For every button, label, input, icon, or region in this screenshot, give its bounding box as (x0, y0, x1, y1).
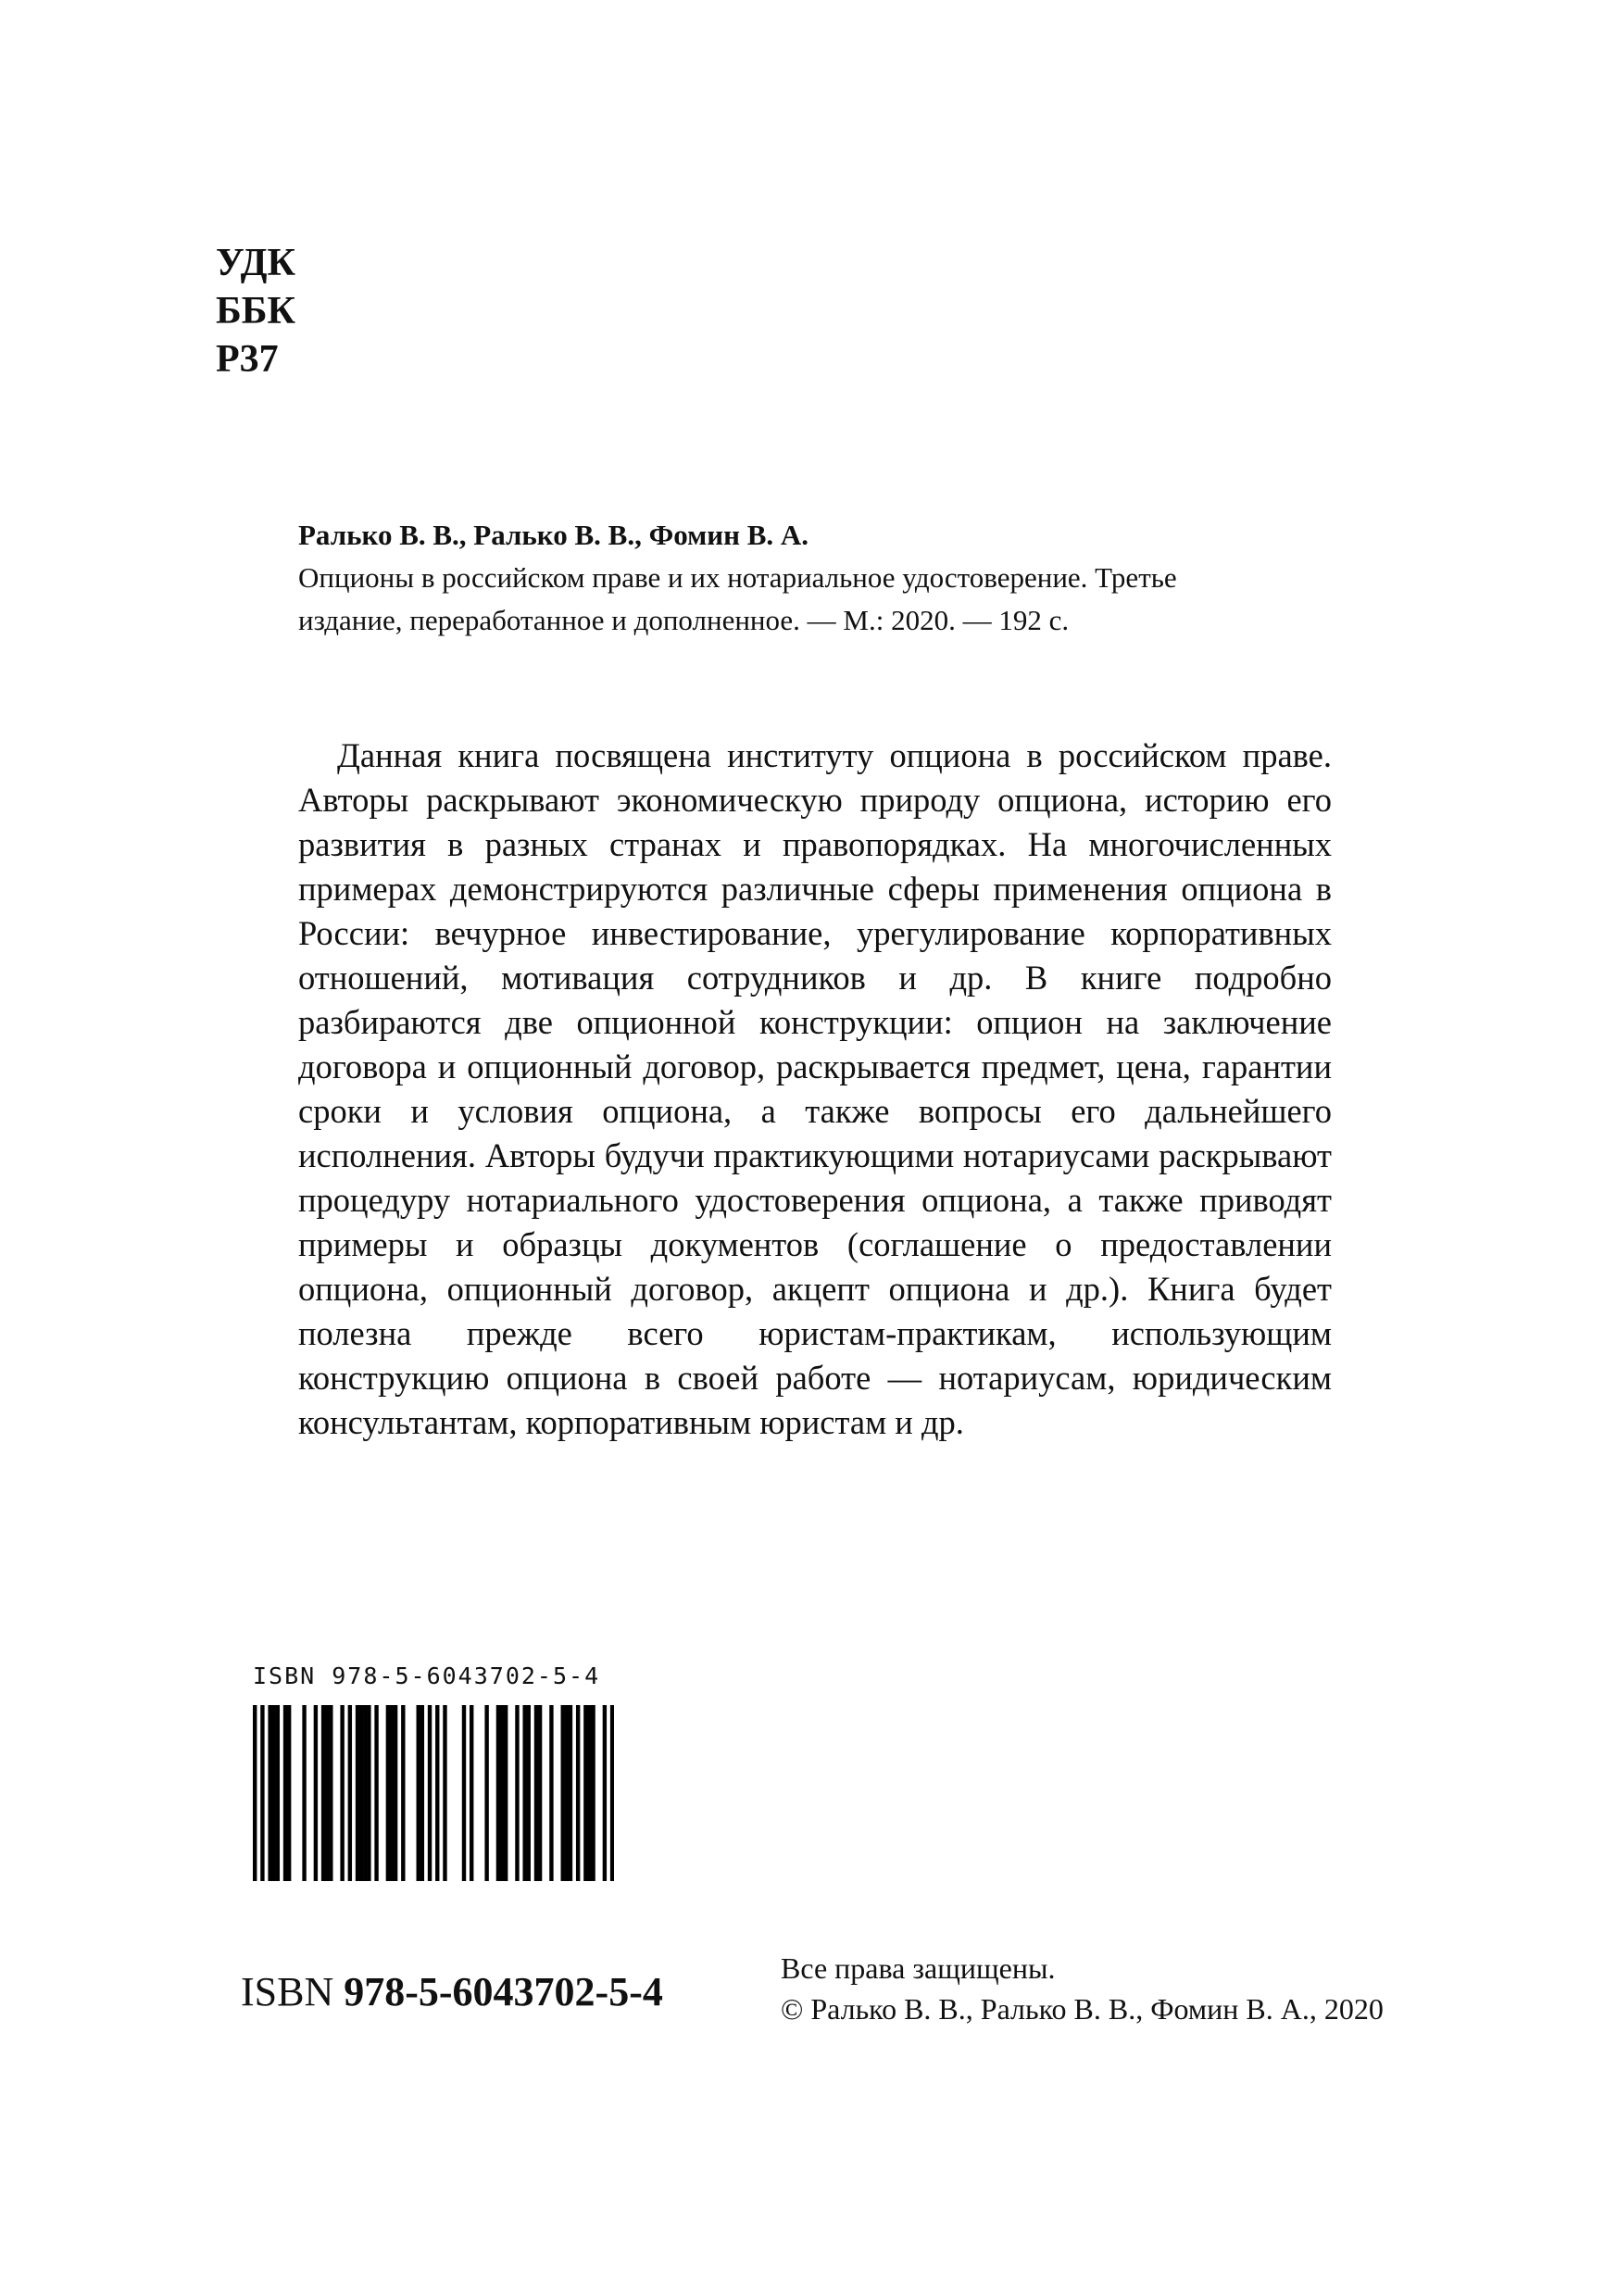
barcode-bar (576, 1705, 580, 1881)
bibliographic-edition-line: издание, переработанное и дополненное. — М.: 2020. — 192 с. (298, 604, 1070, 636)
barcode-bar (367, 1705, 370, 1881)
barcode-bar (321, 1705, 325, 1881)
barcode-bar (428, 1705, 432, 1881)
barcode-bar (348, 1705, 352, 1881)
barcode-bar (534, 1705, 538, 1881)
classification-codes (216, 239, 295, 383)
barcode-bar (515, 1705, 519, 1881)
barcode-bar (314, 1705, 318, 1881)
barcode-bar (583, 1705, 587, 1881)
barcode-bar (484, 1705, 488, 1881)
barcode-bar (276, 1705, 280, 1881)
rights-block (781, 1948, 1384, 2029)
barcode-bar (522, 1705, 526, 1881)
barcode-block (253, 1662, 614, 1881)
barcode-bar (390, 1705, 394, 1881)
barcode-bar (325, 1705, 329, 1881)
copyright-line: © Ралько В. В., Ралько В. В., Фомин В. А., 2020 (781, 1992, 1384, 2026)
barcode-bar (565, 1705, 569, 1881)
udk-code: УДК (216, 242, 295, 284)
barcode-bar (359, 1705, 363, 1881)
barcode-bar (386, 1705, 390, 1881)
bibliographic-title-line: Опционы в российском праве и их нотариальное удостоверение. Третье (298, 561, 1177, 594)
barcode-bar (500, 1705, 504, 1881)
author-mark: Р37 (216, 338, 279, 381)
barcode-bar (283, 1705, 287, 1881)
barcode-bar (496, 1705, 500, 1881)
barcode-bar (260, 1705, 264, 1881)
barcode-bar (356, 1705, 359, 1881)
isbn-barcode (253, 1705, 614, 1881)
isbn-line (241, 1968, 663, 2016)
bbk-code: ББК (216, 290, 295, 332)
barcode-bar (287, 1705, 291, 1881)
barcode-bar (401, 1705, 405, 1881)
barcode-bar (504, 1705, 508, 1881)
barcode-bar (561, 1705, 565, 1881)
barcode-bar (610, 1705, 614, 1881)
bibliographic-record (298, 514, 1363, 642)
barcode-bar (329, 1705, 332, 1881)
barcode-bar (591, 1705, 595, 1881)
barcode-bar (340, 1705, 344, 1881)
authors: Ралько В. В., Ралько В. В., Фомин В. А. (298, 519, 809, 551)
barcode-bar (253, 1705, 257, 1881)
barcode-bar (538, 1705, 542, 1881)
barcode-caption: ISBN 978-5-6043702-5-4 (253, 1662, 601, 1689)
barcode-bar (272, 1705, 276, 1881)
isbn-prefix: ISBN (241, 1969, 334, 2014)
barcode-bar (470, 1705, 473, 1881)
barcode-bar (443, 1705, 446, 1881)
annotation-paragraph: Данная книга посвящена институту опциона в российском праве. Авторы раскрывают экономическую природу опциона, историю его развития в разных странах и правопорядках. На многочисленных примерах демонстрируются различные сферы применения опциона в России: вечурное инвестирование, урегулирование корпоративных отношений, мотивация сотрудников и др. В книге подробно разбираются две опционной конструкции: опцион на заключение договора и опционный договор, раскрывается предмет, цена, гарантии сроки и условия опциона, а также вопросы его дальнейшего исполнения. Авторы будучи практикующими нотариусами раскрывают процедуру нотариального удостоверения опциона, а также приводят примеры и образцы документов (соглашение о предоставлении опциона, опционный договор, акцепт опциона и др.). Книга будет полезна прежде всего юристам-практикам, использующим конструкцию опциона в своей работе — нотариусам, юридическим консультантам, корпоративным юристам и др. (298, 736, 1332, 1441)
barcode-bar (363, 1705, 367, 1881)
barcode-bar (549, 1705, 553, 1881)
rights-reserved: Все права защищены. (781, 1951, 1056, 1985)
barcode-bar (394, 1705, 397, 1881)
barcode-bar (417, 1705, 420, 1881)
barcode-bar (569, 1705, 572, 1881)
barcode-bar (374, 1705, 378, 1881)
barcode-bar (462, 1705, 466, 1881)
barcode-bar (420, 1705, 424, 1881)
isbn-number: 978-5-6043702-5-4 (344, 1969, 663, 2014)
barcode-bar (527, 1705, 531, 1881)
barcode-bar (302, 1705, 306, 1881)
barcode-bar (603, 1705, 607, 1881)
barcode-bar (268, 1705, 271, 1881)
barcode-bar (435, 1705, 439, 1881)
barcode-bar (587, 1705, 591, 1881)
